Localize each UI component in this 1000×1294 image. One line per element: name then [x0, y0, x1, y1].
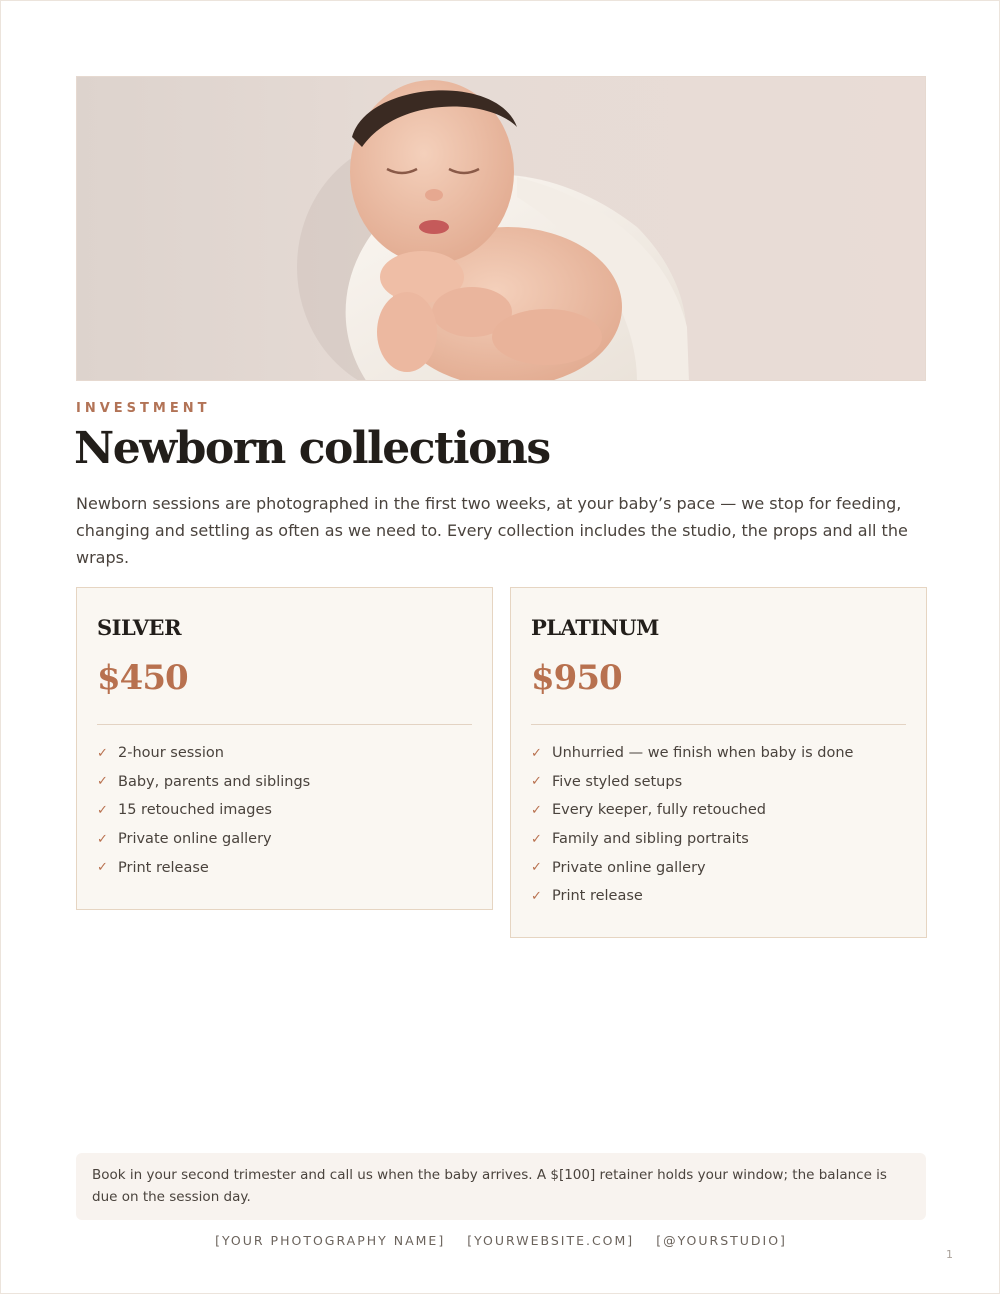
divider: [97, 724, 472, 725]
collection-name: SILVER: [97, 615, 182, 640]
check-icon: ✓: [531, 745, 542, 761]
collection-card-silver: [76, 587, 493, 910]
intro-paragraph: Newborn sessions are photographed in the first two weeks, at your baby’s pace — we stop for feeding, changing and settling as often as we need to. Every collection includes the studio, the props and all the wraps.: [76, 494, 908, 567]
check-icon: ✓: [97, 745, 108, 761]
check-icon: ✓: [531, 888, 542, 904]
feature-item: [97, 739, 472, 768]
check-icon: ✓: [531, 831, 542, 847]
page-title: Newborn collections: [74, 423, 550, 474]
check-icon: ✓: [531, 802, 542, 818]
feature-item: [531, 796, 906, 825]
footer: [1, 1233, 1000, 1248]
feature-label: Unhurried — we finish when baby is done: [552, 745, 854, 762]
check-icon: ✓: [531, 774, 542, 790]
footer-studio-name: [YOUR PHOTOGRAPHY NAME]: [215, 1233, 446, 1248]
feature-list: [97, 739, 472, 882]
feature-item: [97, 825, 472, 854]
feature-label: Private online gallery: [118, 831, 272, 848]
divider: [531, 724, 906, 725]
feature-item: [531, 853, 906, 882]
section-eyebrow: INVESTMENT: [76, 401, 211, 416]
newborn-photo-image: [77, 77, 926, 381]
feature-label: 2-hour session: [118, 745, 224, 762]
feature-item: [97, 796, 472, 825]
feature-label: Print release: [118, 859, 209, 876]
feature-label: Family and sibling portraits: [552, 831, 749, 848]
feature-label: Baby, parents and siblings: [118, 773, 311, 790]
hero-photo: [76, 76, 926, 381]
check-icon: ✓: [97, 831, 108, 847]
footer-website[interactable]: [YOURWEBSITE.COM]: [467, 1233, 635, 1248]
feature-item: [531, 768, 906, 797]
feature-item: [97, 853, 472, 882]
feature-label: Print release: [552, 888, 643, 905]
booking-note: Book in your second trimester and call us when the baby arrives. A $[100] retainer holds your window; the balance is due on the session day.: [76, 1153, 926, 1220]
feature-list: [531, 739, 906, 911]
collection-name: PLATINUM: [531, 615, 659, 640]
collection-price: $450: [97, 658, 188, 698]
feature-label: Five styled setups: [552, 773, 683, 790]
feature-item: [531, 825, 906, 854]
feature-item: [531, 882, 906, 911]
feature-label: Every keeper, fully retouched: [552, 802, 766, 819]
feature-label: Private online gallery: [552, 859, 706, 876]
collection-price: $950: [531, 658, 622, 698]
page-number: 1: [946, 1248, 953, 1261]
feature-label: 15 retouched images: [118, 802, 272, 819]
footer-social-handle[interactable]: [@YOURSTUDIO]: [656, 1233, 787, 1248]
check-icon: ✓: [97, 774, 108, 790]
check-icon: ✓: [97, 860, 108, 876]
collection-card-platinum: [510, 587, 927, 938]
feature-item: [531, 739, 906, 768]
check-icon: ✓: [531, 860, 542, 876]
feature-item: [97, 768, 472, 797]
check-icon: ✓: [97, 802, 108, 818]
